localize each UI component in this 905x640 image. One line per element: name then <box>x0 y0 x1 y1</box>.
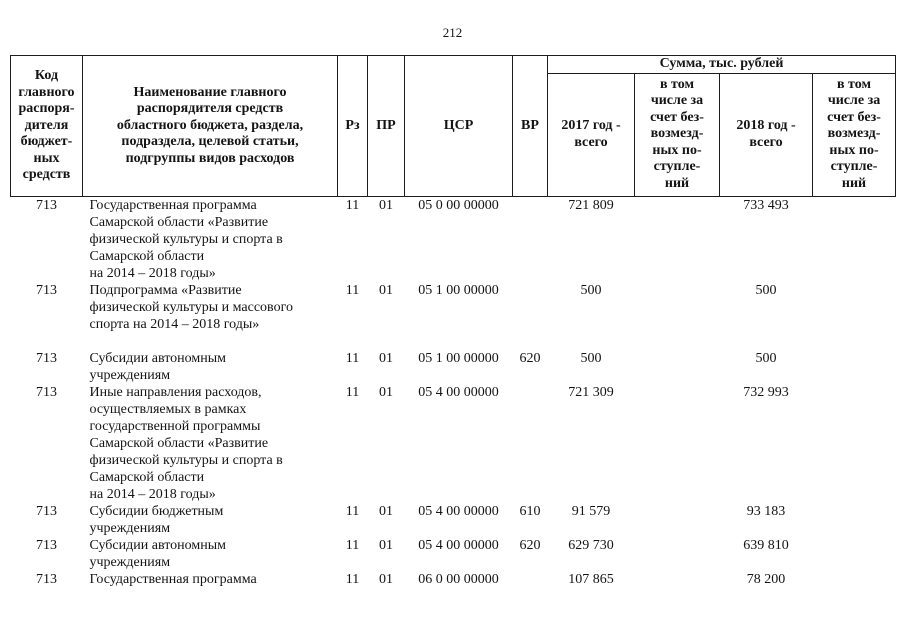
cell-code: 713 <box>36 282 57 298</box>
cell-vr <box>513 571 548 588</box>
cell-grants-2018 <box>813 384 896 503</box>
cell-rz: 11 <box>345 282 360 298</box>
cell-total-2018: 639 810 <box>743 537 789 553</box>
header-grants-2017: в том числе за счет без- возмезд- ных по- ступле- ний <box>635 73 720 196</box>
cell-rz: 11 <box>345 197 360 213</box>
cell-total-2018: 78 200 <box>746 571 786 587</box>
header-vr: ВР <box>513 56 548 197</box>
header-row <box>11 56 896 74</box>
table-row <box>11 196 896 282</box>
cell-csr: 05 4 00 00000 <box>418 384 499 400</box>
cell-vr <box>513 384 548 503</box>
cell-total-2017: 107 865 <box>568 571 614 587</box>
cell-rz: 11 <box>345 537 360 553</box>
cell-vr: 610 <box>519 503 541 519</box>
cell-grants-2017 <box>635 282 720 350</box>
cell-grants-2018 <box>813 503 896 537</box>
cell-grants-2017 <box>635 503 720 537</box>
cell-name: Государственная программа <box>89 571 257 587</box>
cell-total-2017: 721 809 <box>568 197 614 213</box>
cell-name: Субсидии бюджетным учреждениям <box>89 503 224 536</box>
header-code: Код главного распоря- дителя бюджет- ных средств <box>11 56 83 197</box>
cell-code: 713 <box>36 197 57 213</box>
cell-pr: 01 <box>379 503 393 519</box>
cell-grants-2018 <box>813 196 896 282</box>
cell-name: Подпрограмма «Развитие физической культуры и массового спорта на 2014 – 2018 годы» <box>89 282 293 332</box>
cell-grants-2017 <box>635 571 720 588</box>
table-row <box>11 384 896 503</box>
cell-pr: 01 <box>379 282 393 298</box>
cell-total-2017: 721 309 <box>568 384 614 400</box>
cell-total-2017: 629 730 <box>568 537 614 553</box>
cell-grants-2017 <box>635 350 720 384</box>
cell-pr: 01 <box>379 384 393 400</box>
header-total-2017: 2017 год - всего <box>548 73 635 196</box>
cell-total-2017: 500 <box>580 350 602 366</box>
cell-pr: 01 <box>379 197 393 213</box>
cell-total-2017: 500 <box>580 282 602 298</box>
cell-total-2018: 93 183 <box>746 503 786 519</box>
cell-vr: 620 <box>519 537 541 553</box>
cell-vr <box>513 282 548 350</box>
cell-grants-2018 <box>813 282 896 350</box>
budget-table <box>10 55 896 588</box>
table-row <box>11 537 896 571</box>
cell-grants-2017 <box>635 384 720 503</box>
table-row <box>11 350 896 384</box>
cell-vr <box>513 196 548 282</box>
cell-total-2018: 500 <box>755 350 777 366</box>
page-number: 212 <box>442 25 463 40</box>
cell-name: Государственная программа Самарской области «Развитие физической культуры и спорта в Самарской области на 2014 – 2018 годы» <box>89 197 283 281</box>
table-body <box>11 196 896 588</box>
cell-total-2018: 500 <box>755 282 777 298</box>
cell-code: 713 <box>36 571 57 587</box>
cell-name: Субсидии автономным учреждениям <box>89 537 226 570</box>
cell-rz: 11 <box>345 350 360 366</box>
cell-vr: 620 <box>519 350 541 366</box>
cell-pr: 01 <box>379 571 393 587</box>
cell-rz: 11 <box>345 571 360 587</box>
cell-grants-2018 <box>813 537 896 571</box>
table-header <box>11 56 896 197</box>
cell-grants-2018 <box>813 571 896 588</box>
header-csr: ЦСР <box>405 56 513 197</box>
header-total-2018: 2018 год - всего <box>720 73 813 196</box>
table-row <box>11 282 896 350</box>
cell-pr: 01 <box>379 537 393 553</box>
cell-csr: 06 0 00 00000 <box>418 571 499 587</box>
header-name: Наименование главного распорядителя средств областного бюджета, раздела, подраздела, целевой статьи, подгруппы видов расходов <box>83 56 338 197</box>
cell-code: 713 <box>36 384 57 400</box>
header-pr: ПР <box>368 56 405 197</box>
cell-grants-2018 <box>813 350 896 384</box>
cell-grants-2017 <box>635 196 720 282</box>
cell-pr: 01 <box>379 350 393 366</box>
cell-rz: 11 <box>345 384 360 400</box>
cell-csr: 05 1 00 00000 <box>418 282 499 298</box>
cell-grants-2017 <box>635 537 720 571</box>
header-rz: Рз <box>338 56 368 197</box>
cell-csr: 05 4 00 00000 <box>418 537 499 553</box>
cell-code: 713 <box>36 350 57 366</box>
cell-code: 713 <box>36 537 57 553</box>
table-row <box>11 503 896 537</box>
cell-total-2018: 732 993 <box>743 384 789 400</box>
header-grants-2018: в том числе за счет без- возмезд- ных по- ступле- ний <box>813 73 896 196</box>
cell-csr: 05 1 00 00000 <box>418 350 499 366</box>
header-sum: Сумма, тыс. рублей <box>548 56 896 74</box>
cell-rz: 11 <box>345 503 360 519</box>
cell-name: Иные направления расходов, осуществляемых в рамках государственной программы Самарской области «Развитие физической культуры и спорта в Самарской области на 2014 – 2018 годы» <box>89 384 283 502</box>
cell-code: 713 <box>36 503 57 519</box>
cell-csr: 05 4 00 00000 <box>418 503 499 519</box>
table-row <box>11 571 896 588</box>
cell-csr: 05 0 00 00000 <box>418 197 499 213</box>
cell-total-2017: 91 579 <box>571 503 611 519</box>
cell-total-2018: 733 493 <box>743 197 789 213</box>
cell-name: Субсидии автономным учреждениям <box>89 350 226 383</box>
